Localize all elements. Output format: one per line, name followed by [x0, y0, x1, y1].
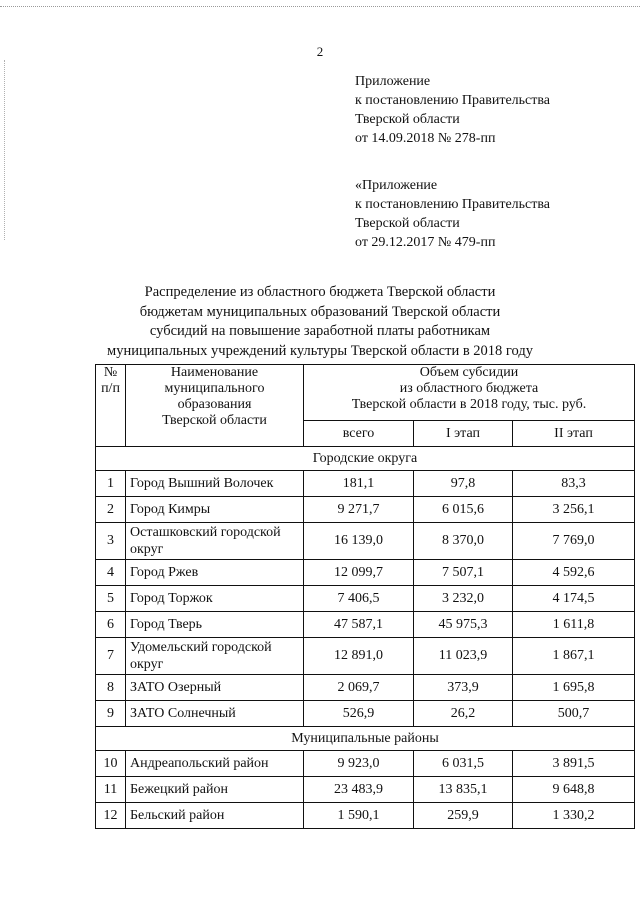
subsidy-total: 47 587,1 — [304, 612, 414, 638]
row-number: 10 — [96, 751, 126, 777]
row-number: 11 — [96, 777, 126, 803]
header-name-line: Тверской области — [162, 413, 267, 428]
section-row — [96, 447, 635, 471]
subsidy-stage-1: 6 015,6 — [414, 497, 513, 523]
subsidy-stage-1: 13 835,1 — [414, 777, 513, 803]
header-number-line: № — [103, 365, 118, 380]
section-title: Городские округа — [96, 447, 635, 471]
subsidy-stage-2: 1 611,8 — [513, 612, 635, 638]
table-row — [96, 471, 635, 497]
header-volume-line: Тверской области в 2018 году, тыс. руб. — [351, 397, 587, 412]
annex-previous-line: «Приложение — [355, 178, 438, 193]
table-row — [96, 751, 635, 777]
subsidy-total: 2 069,7 — [304, 675, 414, 701]
header-number-line: п/п — [101, 381, 120, 396]
subsidy-stage-1: 11 023,9 — [414, 638, 513, 675]
subsidy-stage-2: 1 867,1 — [513, 638, 635, 675]
annex-current-line: от 14.09.2018 № 278-пп — [355, 131, 496, 146]
annex-current-line: к постановлению Правительства — [355, 93, 551, 108]
subsidy-total: 12 099,7 — [304, 560, 414, 586]
table-row — [96, 586, 635, 612]
subsidy-stage-2: 7 769,0 — [513, 523, 635, 560]
header-volume-line: Объем субсидии — [419, 365, 519, 380]
subsidy-stage-2: 500,7 — [513, 701, 635, 727]
subsidy-total: 9 923,0 — [304, 751, 414, 777]
municipality-name: ЗАТО Озерный — [126, 675, 304, 701]
subsidy-stage-1: 8 370,0 — [414, 523, 513, 560]
municipality-name: Бежецкий район — [126, 777, 304, 803]
header-name — [126, 365, 304, 447]
annex-previous-line: к постановлению Правительства — [355, 197, 551, 212]
subsidy-total: 23 483,9 — [304, 777, 414, 803]
table-row — [96, 638, 635, 675]
table-row — [96, 675, 635, 701]
subsidy-stage-2: 3 891,5 — [513, 751, 635, 777]
table-row — [96, 612, 635, 638]
subsidy-stage-1: 373,9 — [414, 675, 513, 701]
subsidy-stage-1: 97,8 — [414, 471, 513, 497]
page-number: 2 — [316, 44, 324, 59]
scan-left-marks — [4, 60, 7, 240]
header-name-line: образования — [177, 397, 252, 412]
row-number: 4 — [96, 560, 126, 586]
header-name-line: муниципального — [164, 381, 265, 396]
row-number: 6 — [96, 612, 126, 638]
subsidy-stage-2: 1 330,2 — [513, 803, 635, 829]
subsidy-stage-2: 9 648,8 — [513, 777, 635, 803]
annex-current-line: Тверской области — [355, 112, 460, 127]
subsidy-stage-1: 45 975,3 — [414, 612, 513, 638]
section-row — [96, 727, 635, 751]
annex-previous-line: от 29.12.2017 № 479-пп — [355, 235, 496, 250]
header-volume — [304, 365, 635, 421]
subsidy-table — [95, 364, 635, 829]
header-stage-2: II этап — [513, 421, 635, 447]
row-number: 5 — [96, 586, 126, 612]
row-number: 1 — [96, 471, 126, 497]
subsidy-total: 7 406,5 — [304, 586, 414, 612]
municipality-name: Андреапольский район — [126, 751, 304, 777]
table-row — [96, 560, 635, 586]
municipality-name: Удомельский городской округ — [126, 638, 304, 675]
municipality-name: Город Ржев — [126, 560, 304, 586]
table-row — [96, 523, 635, 560]
title-line: Распределение из областного бюджета Тверской области — [144, 284, 496, 300]
subsidy-stage-1: 26,2 — [414, 701, 513, 727]
header-stage-1: I этап — [414, 421, 513, 447]
row-number: 12 — [96, 803, 126, 829]
annex-previous-line: Тверской области — [355, 216, 460, 231]
subsidy-stage-2: 83,3 — [513, 471, 635, 497]
subsidy-stage-1: 6 031,5 — [414, 751, 513, 777]
subsidy-stage-1: 3 232,0 — [414, 586, 513, 612]
municipality-name: Город Кимры — [126, 497, 304, 523]
annex-current-line: Приложение — [355, 74, 431, 89]
row-number: 2 — [96, 497, 126, 523]
table-body — [96, 447, 635, 829]
row-number: 3 — [96, 523, 126, 560]
subsidy-stage-2: 3 256,1 — [513, 497, 635, 523]
title-line: муниципальных учреждений культуры Тверской области в 2018 году — [107, 342, 533, 359]
subsidy-stage-2: 4 174,5 — [513, 586, 635, 612]
municipality-name: Осташковский городской округ — [126, 523, 304, 560]
municipality-name: Город Тверь — [126, 612, 304, 638]
section-title: Муниципальные районы — [96, 727, 635, 751]
subsidy-stage-1: 7 507,1 — [414, 560, 513, 586]
annex-previous — [355, 176, 550, 252]
subsidy-stage-1: 259,9 — [414, 803, 513, 829]
municipality-name: ЗАТО Солнечный — [126, 701, 304, 727]
subsidy-total: 9 271,7 — [304, 497, 414, 523]
subsidy-total: 1 590,1 — [304, 803, 414, 829]
row-number: 8 — [96, 675, 126, 701]
header-number — [96, 365, 126, 447]
table-row — [96, 701, 635, 727]
annex-current — [355, 72, 550, 148]
table-row — [96, 803, 635, 829]
municipality-name: Бельский район — [126, 803, 304, 829]
table-row — [96, 777, 635, 803]
table-row — [96, 497, 635, 523]
subsidy-stage-2: 1 695,8 — [513, 675, 635, 701]
document-title — [0, 283, 640, 361]
title-line: субсидий на повышение заработной платы работникам — [149, 323, 491, 339]
municipality-name: Город Вышний Волочек — [126, 471, 304, 497]
title-line: бюджетам муниципальных образований Тверской области — [139, 303, 501, 320]
municipality-name: Город Торжок — [126, 586, 304, 612]
row-number: 7 — [96, 638, 126, 675]
row-number: 9 — [96, 701, 126, 727]
subsidy-total: 12 891,0 — [304, 638, 414, 675]
subsidy-stage-2: 4 592,6 — [513, 560, 635, 586]
subsidy-total: 526,9 — [304, 701, 414, 727]
scan-top-border — [0, 6, 640, 7]
header-total: всего — [304, 421, 414, 447]
header-volume-line: из областного бюджета — [399, 381, 539, 396]
subsidy-total: 16 139,0 — [304, 523, 414, 560]
subsidy-total: 181,1 — [304, 471, 414, 497]
header-name-line: Наименование — [170, 365, 259, 380]
